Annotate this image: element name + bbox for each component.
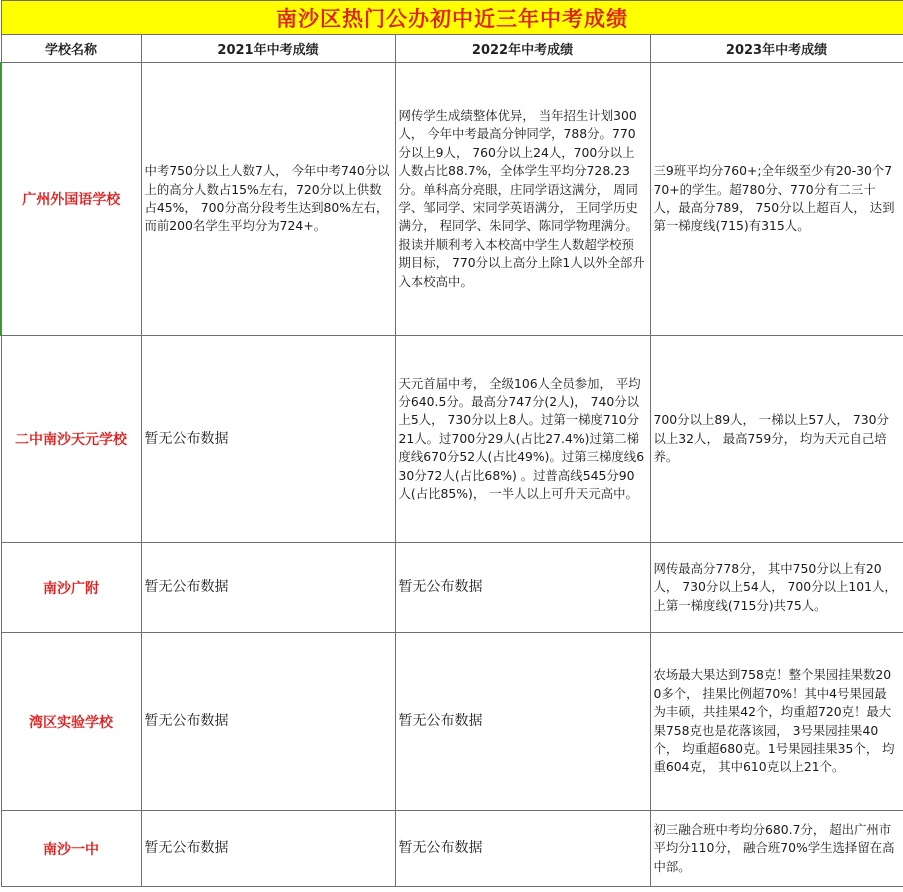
score-2022: 暂无公布数据 [395,633,650,811]
header-2022: 2022年中考成绩 [395,35,650,63]
table-row [1,336,903,543]
header-2023: 2023年中考成绩 [650,35,903,63]
header-school: 学校名称 [1,35,141,63]
score-2021: 暂无公布数据 [141,811,395,887]
school-name: 南沙广附 [1,543,141,633]
header-row [1,35,903,63]
score-2023: 700分以上89人， 一梯以上57人， 730分以上32人， 最高759分， 均为天元自己培养。 [650,336,903,543]
score-2021: 暂无公布数据 [141,543,395,633]
score-2021: 暂无公布数据 [141,633,395,811]
score-2021: 中考750分以上人数7人， 今年中考740分以上的高分人数占15%左右，720分以上供数占45%， 700分高分段考生达到80%左右， 而前200名学生平均分为724+。 [141,63,395,336]
score-2023: 初三融合班中考均分680.7分， 超出广州市平均分110分， 融合班70%学生选择留在高中部。 [650,811,903,887]
score-2022: 暂无公布数据 [395,811,650,887]
school-name: 广州外国语学校 [1,63,141,336]
school-name: 湾区实验学校 [1,633,141,811]
score-2023: 网传最高分778分， 其中750分以上有20人， 730分以上54人， 700分以上101人，上第一梯度线(715分)共75人。 [650,543,903,633]
score-2023: 农场最大果达到758克！整个果园挂果数200多个， 挂果比例超70%！其中4号果园最为丰硕，共挂果42个，均重超720克！最大果758克也是花落该园， 3号果园挂果40个， 均重超680克。1号果园挂果35个， 均重604克， 其中610克以上21个。 [650,633,903,811]
table-row [1,543,903,633]
table-row [1,811,903,887]
school-name: 二中南沙天元学校 [1,336,141,543]
page-title: 南沙区热门公办初中近三年中考成绩 [1,1,903,35]
score-2023: 三9班平均分760+;全年级至少有20-30个770+的学生。超780分、770分有二三十人，最高分789， 750分以上超百人， 达到第一梯度线(715)有315人。 [650,63,903,336]
score-2021: 暂无公布数据 [141,336,395,543]
header-2021: 2021年中考成绩 [141,35,395,63]
score-2022: 天元首届中考， 全级106人全员参加， 平均分640.5分。最高分747分(2人)， 740分以上5人， 730分以上8人。过第一梯度710分21人。过700分29人(占比27.4%)过第二梯度线670分52人(占比49%)。过第三梯度线630分72人(占比68%) 。过普高线545分90人(占比85%)， 一半人以上可升天元高中。 [395,336,650,543]
score-2022: 暂无公布数据 [395,543,650,633]
school-name: 南沙一中 [1,811,141,887]
table-row [1,633,903,811]
score-2022: 网传学生成绩整体优异， 当年招生计划300人， 今年中考最高分钟同学，788分。770分以上9人， 760分以上24人，700分以上人数占比88.7%，全体学生平均分728.23分。单科高分亮眼，庄同学语这满分， 周同学、邹同学、宋同学英语满分， 王同学历史满分， 程同学、朱同学、陈同学物理满分。报读并顺利考入本校高中学生人数超学校预期目标， 770分以上高分上除1人以外全部升入本校高中。 [395,63,650,336]
table-row [1,63,903,336]
